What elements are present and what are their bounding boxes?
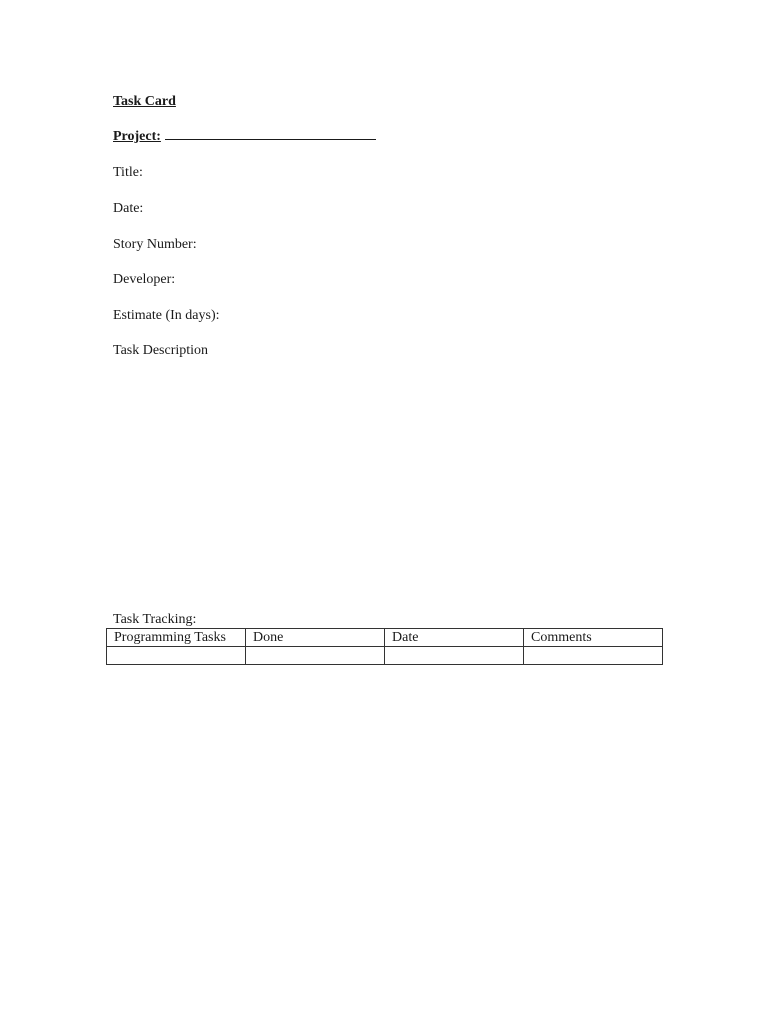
table-cell: [524, 647, 663, 665]
table-cell: [107, 647, 246, 665]
task-description-label: Task Description: [113, 343, 209, 358]
story-number-field-label: Story Number:: [113, 237, 197, 252]
document-title: Task Card: [113, 94, 176, 109]
task-tracking-label: Task Tracking:: [113, 612, 197, 627]
developer-field-label: Developer:: [113, 272, 176, 287]
table-cell: [385, 647, 524, 665]
column-header-done: Done: [246, 629, 385, 647]
estimate-field-label: Estimate (In days):: [113, 308, 220, 323]
project-line: [113, 128, 376, 146]
project-blank-line: [165, 129, 376, 140]
table-row: [107, 647, 663, 665]
column-header-date: Date: [385, 629, 524, 647]
column-header-programming-tasks: Programming Tasks: [107, 629, 246, 647]
table-cell: [246, 647, 385, 665]
project-label: Project:: [113, 129, 161, 144]
task-tracking-table: [106, 628, 663, 665]
title-field-label: Title:: [113, 165, 143, 180]
date-field-label: Date:: [113, 201, 144, 216]
column-header-comments: Comments: [524, 629, 663, 647]
table-header-row: [107, 629, 663, 647]
